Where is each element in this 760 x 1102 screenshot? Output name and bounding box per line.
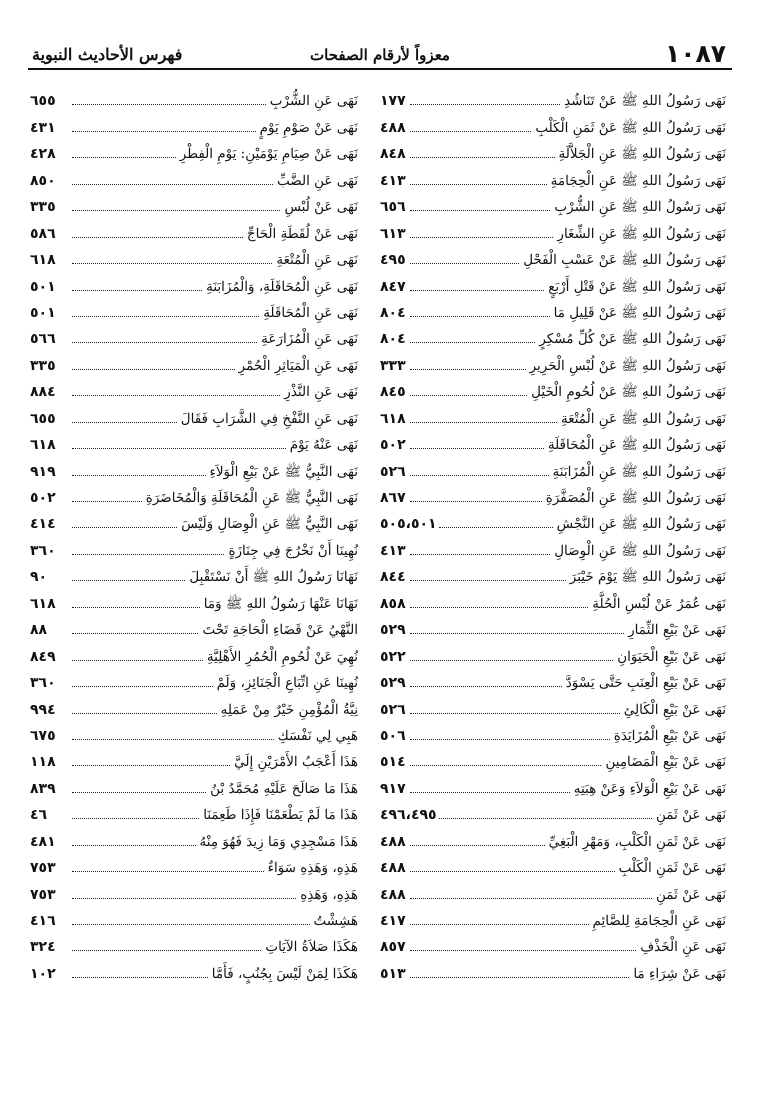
index-column-left [30,84,358,983]
dot-leader [72,527,177,528]
index-entry [380,296,726,322]
hadith-incipit: هَذِهِ، وَهَذِهِ [300,886,358,903]
index-entry [380,639,726,665]
dot-leader [72,422,177,423]
hadith-incipit: نَهَى رَسُولُ اللهِ ﷺ عَنْ تَنَاشُدِ [564,93,726,110]
page-reference: ٩١٧ [380,780,406,797]
dot-leader [72,871,264,872]
dot-leader [72,342,257,343]
dot-leader [410,475,549,476]
hadith-incipit: نَهَى عَنِ الْحِجَامَةِ لِلصَّائِمِ [592,913,726,929]
index-entry [380,771,726,797]
dot-leader [410,713,620,714]
page-reference: ٤٦ [30,807,48,824]
hadith-incipit: هَكَذَا صَلاَةُ الآيَاتِ [265,939,358,956]
hadith-incipit: نَهَى عَنِ النَّذْرِ [284,384,358,401]
page-reference: ٥٢٦ [380,463,406,480]
index-entry [380,348,726,374]
dot-leader [72,765,230,766]
hadith-incipit: نَهَى رَسُولُ اللهِ ﷺ عَنِ الْمُصَفَّرَةِ [545,490,726,506]
dot-leader [410,633,624,634]
hadith-incipit: نَهَى عَنِ الْخَذْفِ [640,939,726,956]
dot-leader [410,184,547,185]
dot-leader [410,210,550,211]
dot-leader [410,316,550,317]
page-reference: ٣٣٥ [30,199,56,216]
page-reference: ٨٤٤ [380,569,406,586]
page-reference: ٨٦٧ [380,490,406,506]
page-reference: ٩٩٤ [30,701,56,718]
hadith-incipit: نَهَى عَنِ الْمُتْعَةِ [276,252,358,269]
page-reference: ٦١٨ [30,437,56,454]
page-reference: ٣٦٠ [30,675,56,692]
dot-leader [72,448,286,449]
page-reference: ٧٥٣ [30,860,56,877]
index-entry [380,322,726,348]
hadith-incipit: نَهَى رَسُولُ اللهِ ﷺ عَنِ الْحِجَامَةِ [550,172,726,189]
index-entry [30,375,358,401]
index-entry [30,243,358,269]
hadith-incipit: نَهَى عَنِ الْمُحَاقَلَةِ [263,304,358,321]
index-entry [380,719,726,745]
page-reference: ٩٠ [30,569,48,586]
hadith-incipit: نَهَى عَنْ لُقَطَةِ الْحَاجِّ [246,225,358,242]
dot-leader [410,104,560,105]
hadith-incipit: نَهَى رَسُولُ اللهِ ﷺ عَنِ الْمُتْعَةِ [560,410,726,427]
index-entry [30,137,358,163]
page-reference: ٤٨٨ [380,886,406,903]
dot-leader [72,633,198,634]
hadith-incipit: هَذِهِ، وَهَذِهِ سَوَاءٌ [267,860,358,877]
index-entry [380,216,726,242]
index-entry [30,560,358,586]
index-entry [380,269,726,295]
page-reference: ٥٦٦ [30,331,56,348]
dot-leader [410,845,545,846]
hadith-incipit: نَهَى عَنْ ثَمَنِ [656,886,726,903]
index-entry [30,692,358,718]
hadith-incipit: نَهَى عَنْ بَيْعِ الْمَضَامِينِ [605,754,726,771]
page-reference: ٥٢٩ [380,675,406,692]
hadith-incipit: نَهَى عَنْ بَيْعِ الْحَيَوَانِ [617,648,726,665]
index-entry [30,401,358,427]
hadith-incipit: هَذَا أَعْجَبُ الأَمْرَيْنِ إِلَيَّ [234,754,358,771]
hadith-incipit: نَهَى عَنِ الْمُزَارَعَةِ [261,331,358,348]
page-reference: ٣٦٠ [30,542,56,559]
index-entry [30,824,358,850]
index-entry [30,428,358,454]
index-entry [380,243,726,269]
index-entry [30,798,358,824]
page-reference: ٤١٧ [380,913,406,929]
dot-leader [410,501,542,502]
page-reference: ٥٢٦ [380,701,406,718]
dot-leader [72,316,259,317]
dot-leader [72,818,199,819]
dot-leader [410,660,613,661]
dot-leader [72,580,185,581]
hadith-incipit: نَهَى رَسُولُ اللهِ ﷺ عَنْ قَتْلِ أَرْبَعٍ [548,278,726,295]
page-reference: ٤١٤ [30,516,56,533]
index-entry [380,745,726,771]
page-reference: ٨٨ [30,622,48,639]
page-reference: ٧٥٣ [30,886,56,903]
dot-leader [72,845,196,846]
index-entry [380,190,726,216]
hadith-incipit: نَهَى رَسُولُ اللهِ ﷺ عَنْ قَلِيلِ مَا [553,304,726,321]
index-entry [30,745,358,771]
dot-leader [410,765,601,766]
page-reference: ٥٠١ [30,304,56,321]
dot-leader [72,713,217,714]
hadith-incipit: نَهَى رَسُولُ اللهِ ﷺ عَنْ عَسْبِ الْفَحْلِ [523,252,726,269]
page-reference: ٦٥٦ [380,199,406,216]
page-reference: ٥٨٦ [30,225,56,242]
page-reference: ٥١٣ [380,965,406,982]
index-entry [380,110,726,136]
dot-leader [410,131,531,132]
hadith-incipit: نَهَى رَسُولُ اللهِ ﷺ عَنِ الشُّرْبِ [554,199,726,216]
dot-leader [410,448,544,449]
index-entry [380,824,726,850]
index-entry [30,613,358,639]
index-entry [30,533,358,559]
hadith-incipit: نَهَى عَنْ بَيْعِ الثِّمَارِ [628,622,726,639]
index-entry [30,639,358,665]
dot-leader [72,104,266,105]
page-reference: ٦١٨ [30,595,56,612]
page-reference: ٤١٦ [30,913,56,929]
page-reference: ٥٢٢ [380,648,406,665]
hadith-incipit: نَهَى رَسُولُ اللهِ ﷺ عَنْ ثَمَنِ الْكَلْبِ [535,119,726,136]
page-reference: ٨٨٤ [30,384,56,401]
hadith-incipit: هَذَا مَا لَمْ يَطْعَمْنَا فَإِذَا طَعِمَنَا [203,807,358,824]
hadith-incipit: نَهَى رَسُولُ اللهِ ﷺ عَنِ الْمُزَابَنَةِ [552,463,726,480]
dot-leader [439,527,553,528]
index-entry [30,296,358,322]
page-reference: ٤٩٦،٤٩٥ [380,807,437,824]
hadith-incipit: نَهَى رَسُولُ اللهِ ﷺ عَنِ الْجَلاَّلَةِ [558,146,726,163]
dot-leader [72,184,273,185]
hadith-incipit: نَهَانَا عَنْهَا رَسُولُ اللهِ ﷺ وَمَا [203,595,358,612]
index-entry [30,507,358,533]
index-entry [30,586,358,612]
index-entry [30,481,358,507]
index-entry [380,560,726,586]
index-entry [380,163,726,189]
hadith-incipit: نَهَى عَنْ ثَمَنِ الْكَلْبِ، وَمَهْرِ الْبَغِيِّ [548,833,726,850]
dot-leader [410,263,519,264]
dot-leader [72,950,261,951]
header-rule [28,68,732,70]
page-reference: ٦٥٥ [30,93,56,110]
index-entry [380,851,726,877]
page-reference: ٨٤٨ [380,146,406,163]
page-reference: ٥٠٥،٥٠١ [380,516,437,533]
dot-leader [72,792,206,793]
hadith-incipit: نَهَى عَنِ الشُّرْبِ [269,93,358,110]
page-reference: ٤٨٨ [380,833,406,850]
hadith-incipit: نَهَى عَنْ بَيْعِ الْوَلاَءِ وَعَنْ هِبَتِهِ [573,780,726,797]
dot-leader [410,422,557,423]
page-reference: ١١٨ [30,754,56,771]
dot-leader [72,924,310,925]
hadith-incipit: نَهَى رَسُولُ اللهِ ﷺ عَنْ لُحُومِ الْخَيْلِ [531,384,726,401]
hadith-incipit: نَهَى رَسُولُ اللهِ ﷺ يَوْمَ خَيْبَرَ [569,569,726,586]
index-entry [30,269,358,295]
hadith-incipit: نَهَى عَنْ بَيْعِ الْكَالِئِ [623,701,726,718]
page-reference: ٤٨٨ [380,860,406,877]
index-entry [30,322,358,348]
dot-leader [72,501,142,502]
hadith-incipit: نَهَى رَسُولُ اللهِ ﷺ عَنِ النَّجْشِ [556,516,726,533]
hadith-incipit: نَهَى رَسُولُ اللهِ ﷺ عَنْ كُلِّ مُسْكِرٍ [539,331,726,348]
hadith-incipit: نِيَّةُ الْمُؤْمِنِ خَيْرٌ مِنْ عَمَلِهِ [220,701,358,718]
dot-leader [72,686,213,687]
section-title: فهرس الأحاديث النبوية [32,45,183,64]
page-reference: ٥٠٦ [380,727,406,744]
page-reference: ٥١٤ [380,754,406,771]
index-entry [380,481,726,507]
page-reference: ٣٣٣ [380,357,406,374]
index-column-right [380,84,726,983]
hadith-incipit: النَّهْيُ عَنْ قَضَاءِ الْحَاجَةِ تَحْتَ [202,622,358,639]
index-entry [30,110,358,136]
dot-leader [410,739,610,740]
hadith-incipit: نَهَى رَسُولُ اللهِ ﷺ عَنِ الْوِصَالِ [554,542,726,559]
page-reference: ٥٠٢ [380,437,406,454]
dot-leader [410,554,550,555]
index-entry [30,904,358,930]
index-entry [30,348,358,374]
index-entry [30,930,358,956]
page-reference: ٨٠٤ [380,304,406,321]
dot-leader [410,924,589,925]
hadith-incipit: نَهَى رَسُولُ اللهِ ﷺ عَنْ لُبْسِ الْحَرِيرِ [529,357,726,374]
hadith-incipit: نَهَى النَّبِيُّ ﷺ عَنِ الْوِصَالِ وَلَيْسَ [181,516,358,533]
hadith-incipit: نَهَى عَنْ بَيْعِ الْعِنَبِ حَتَّى يَسْوَدَّ [565,675,726,692]
dot-leader [410,686,562,687]
hadith-incipit: نَهَى عَنْ لُبْسِ [284,199,358,216]
page-number: ١٠٨٧ [664,39,726,68]
page-reference: ٤٢٨ [30,146,56,163]
index-entry [380,904,726,930]
index-entry [380,930,726,956]
dot-leader [410,607,588,608]
dot-leader [410,580,566,581]
hadith-incipit: هَبِي لِي نَفْسَكِ [277,727,358,744]
dot-leader [72,554,224,555]
index-entry [380,533,726,559]
page-reference: ٤١٣ [380,172,406,189]
hadith-incipit: نَهَى عَنِ الضَّبِّ [277,172,358,189]
index-entry [30,163,358,189]
index-entry [30,216,358,242]
dot-leader [72,739,274,740]
hadith-incipit: نَهَى عَنِ النَّفْخِ فِي الشَّرَابِ فَقَالَ [180,410,358,427]
page-reference: ١٧٧ [380,93,406,110]
dot-leader [410,342,535,343]
dot-leader [410,950,636,951]
dot-leader [410,369,526,370]
page-reference: ٦١٣ [380,225,406,242]
index-entry [30,454,358,480]
index-entry [380,692,726,718]
page-reference: ٤٨١ [30,833,56,850]
dot-leader [410,977,629,978]
page-reference: ٤٨٨ [380,119,406,136]
running-subtitle: معزواً لأرقام الصفحات [310,46,450,64]
page-reference: ٥٠٢ [30,490,56,506]
page-reference: ٩١٩ [30,463,56,480]
page-reference: ١٠٢ [30,965,56,982]
page-reference: ٨٣٩ [30,780,56,797]
index-entry [30,771,358,797]
dot-leader [72,131,256,132]
page-reference: ٨٥٧ [380,939,406,956]
hadith-incipit: نَهَى عَنْ بَيْعِ الْمُزَايَدَةِ [613,727,726,744]
index-entry [380,428,726,454]
page-header [28,34,732,70]
page-reference: ٦١٨ [30,252,56,269]
dot-leader [72,290,202,291]
hadith-incipit: هَذَا مَسْجِدِي وَمَا زِيدَ فَهُوَ مِنْهُ [199,833,358,850]
page-reference: ٦١٨ [380,410,406,427]
hadith-incipit: نَهَى عَنْ شِرَاءِ مَا [633,965,726,982]
page-reference: ٣٢٤ [30,939,56,956]
index-entry [380,84,726,110]
index-entry [30,84,358,110]
hadith-incipit: نَهَى رَسُولُ اللهِ ﷺ عَنِ الْمُحَاقَلَةِ [547,437,726,454]
index-entry [380,613,726,639]
dot-leader [72,660,203,661]
hadith-incipit: نُهِيَ عَنْ لُحُومِ الْحُمُرِ الأَهْلِيَّةِ [206,648,358,665]
page-reference: ٦٥٥ [30,410,56,427]
page-reference: ٨٥٨ [380,595,406,612]
dot-leader [72,237,243,238]
index-entry [380,798,726,824]
page-reference: ٨٤٥ [380,384,406,401]
dot-leader [439,818,652,819]
index-entry [380,877,726,903]
dot-leader [72,977,208,978]
dot-leader [410,395,527,396]
index-entry [30,666,358,692]
page-reference: ٨٤٩ [30,648,56,665]
page-reference: ٤٩٥ [380,252,406,269]
index-entry [380,375,726,401]
page-reference: ٤٣١ [30,119,56,136]
page-reference: ٨٥٠ [30,172,56,189]
dot-leader [72,395,280,396]
index-entry [380,507,726,533]
index-entry [30,851,358,877]
dot-leader [72,157,176,158]
dot-leader [72,263,272,264]
dot-leader [72,607,200,608]
dot-leader [410,871,615,872]
hadith-incipit: نَهَى عُمَرُ عَنْ لُبْسِ الْحُلَّةِ [592,595,726,612]
dot-leader [410,157,555,158]
dot-leader [410,290,544,291]
hadith-incipit: هَكَذَا لِمَنْ لَيْسَ بِجُنُبٍ، فَأَمَّا [211,965,358,982]
hadith-incipit: نَهَى عَنْ ثَمَنِ [656,807,726,824]
hadith-incipit: نَهَى عَنْ صَوْمِ يَوْمٍ [259,119,358,136]
index-entry [30,877,358,903]
hadith-incipit: نَهَى عَنِ الْمُحَاقَلَةِ، وَالْمُزَابَنَةِ [206,278,358,295]
page-reference: ٨٠٤ [380,331,406,348]
dot-leader [72,475,206,476]
page-reference: ٨٤٧ [380,278,406,295]
dot-leader [410,237,553,238]
dot-leader [72,898,296,899]
dot-leader [72,369,235,370]
dot-leader [410,792,570,793]
index-entry [30,719,358,745]
index-entry [380,401,726,427]
hadith-incipit: نُهِينَا أَنْ نَخْرُجَ فِي جِنَازَةٍ [228,542,358,559]
page-reference: ٤١٣ [380,542,406,559]
hadith-incipit: نَهَانَا رَسُولُ اللهِ ﷺ أَنْ نَسْتَقْبِلَ [189,569,358,586]
page-reference: ٣٣٥ [30,357,56,374]
index-entry [380,137,726,163]
hadith-incipit: نَهَى عَنْ صِيَامِ يَوْمَيْنِ: يَوْمِ الْفِطْرِ [179,146,358,163]
page-reference: ٥٠١ [30,278,56,295]
dot-leader [72,210,280,211]
hadith-incipit: نَهَى عَنْهُ يَوْمَ [289,437,358,454]
page-reference: ٦٧٥ [30,727,56,744]
hadith-incipit: هَشِشْتُ [313,913,358,929]
index-entry [380,454,726,480]
hadith-incipit: نَهَى رَسُولُ اللهِ ﷺ عَنِ الشِّغَارِ [557,225,726,242]
index-entry [380,586,726,612]
hadith-incipit: نُهِينَا عَنِ اتِّبَاعِ الْجَنَائِزِ، وَلَمْ [216,675,358,692]
page-reference: ٥٢٩ [380,622,406,639]
dot-leader [410,898,652,899]
hadith-incipit: نَهَى عَنِ الْمَيَاثِرِ الْحُمْرِ [238,357,358,374]
hadith-incipit: نَهَى النَّبِيُّ ﷺ عَنْ بَيْعِ الْوَلاَءِ [209,463,358,480]
index-entry [380,666,726,692]
index-entry [380,956,726,982]
hadith-incipit: نَهَى عَنْ ثَمَنِ الْكَلْبِ [618,860,726,877]
index-entry [30,956,358,982]
hadith-incipit: نَهَى النَّبِيُّ ﷺ عَنِ الْمُحَاقَلَةِ وَالْمُخَاضَرَةِ [145,490,358,506]
index-entry [30,190,358,216]
hadith-incipit: هَذَا مَا صَالَحَ عَلَيْهِ مُحَمَّدُ بْنُ [210,780,358,797]
